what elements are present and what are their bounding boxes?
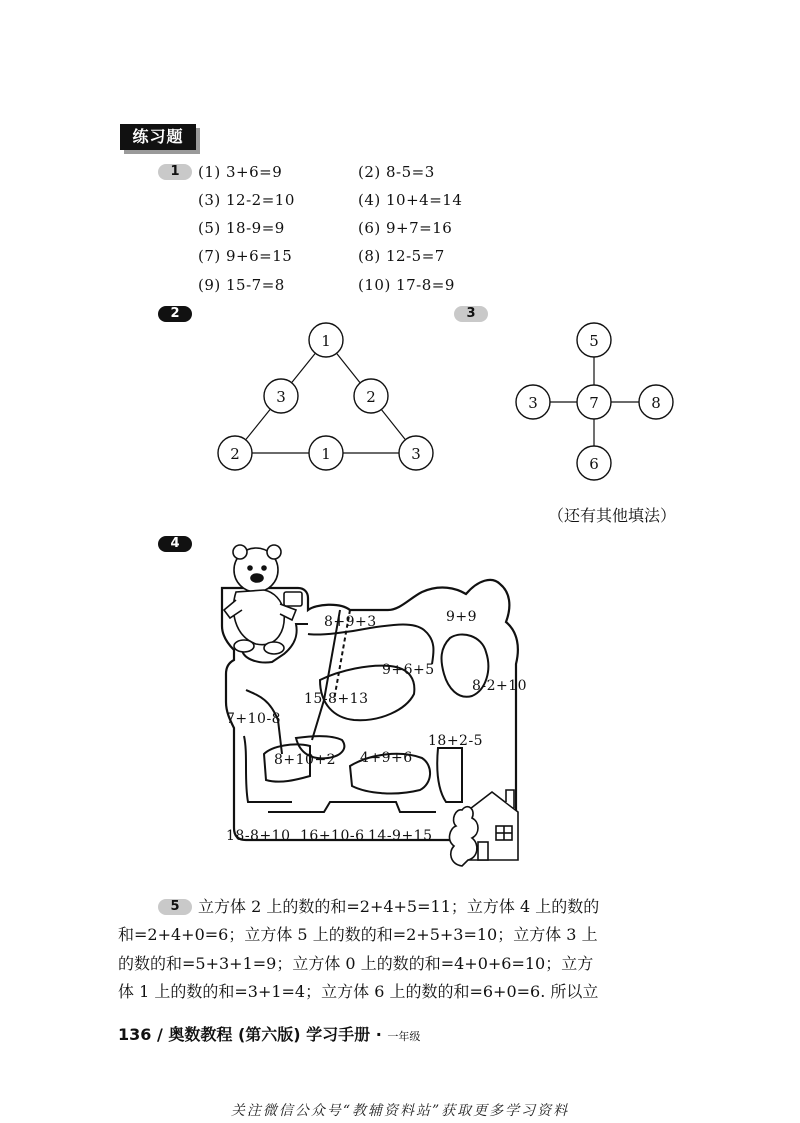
bear-icon bbox=[224, 545, 302, 654]
maze-label: 8+10+2 bbox=[274, 752, 337, 768]
equation: (4) 10+4=14 bbox=[358, 191, 463, 209]
paragraph-line: 和=2+4+0=6；立方体 5 上的数的和=2+5+3=10；立方体 3 上 bbox=[118, 925, 598, 944]
grade-label: 一年级 bbox=[387, 1030, 421, 1043]
triangle-node-label: 3 bbox=[411, 445, 421, 463]
cross-node-label: 3 bbox=[528, 394, 538, 412]
maze-label: 8-2+10 bbox=[472, 678, 528, 694]
page-number: 136 bbox=[118, 1025, 152, 1044]
maze-label: 18-8+10 bbox=[226, 828, 291, 844]
equation: (5) 18-9=9 bbox=[198, 219, 285, 237]
maze-diagram bbox=[200, 540, 540, 875]
paragraph-line: 立方体 2 上的数的和=2+4+5=11；立方体 4 上的数的 bbox=[198, 897, 600, 916]
paragraph-line: 体 1 上的数的和=3+1=4；立方体 6 上的数的和=6+0=6. 所以立 bbox=[118, 982, 599, 1001]
maze-label: 9+6+5 bbox=[382, 662, 435, 678]
section-title: 练习题 bbox=[120, 124, 196, 150]
cross-node-label: 5 bbox=[589, 332, 599, 350]
problem-3-badge: 3 bbox=[454, 306, 488, 322]
equation: (7) 9+6=15 bbox=[198, 247, 293, 265]
equation: (3) 12-2=10 bbox=[198, 191, 295, 209]
cross-node-label: 7 bbox=[589, 394, 599, 412]
triangle-node-label: 3 bbox=[276, 388, 286, 406]
equation: (6) 9+7=16 bbox=[358, 219, 453, 237]
triangle-diagram bbox=[0, 0, 800, 520]
equation: (1) 3+6=9 bbox=[198, 163, 283, 181]
equation: (2) 8-5=3 bbox=[358, 163, 435, 181]
equation: (9) 15-7=8 bbox=[198, 276, 285, 294]
paragraph-line: 的数的和=5+3+1=9；立方体 0 上的数的和=4+0+6=10；立方 bbox=[118, 953, 594, 973]
watermark: 关注微信公众号“教辅资料站”获取更多学习资料 bbox=[230, 1103, 570, 1119]
problem-2-badge: 2 bbox=[158, 306, 192, 322]
equation: (10) 17-8=9 bbox=[358, 276, 455, 294]
problem-4-badge: 4 bbox=[158, 536, 192, 552]
page-footer bbox=[118, 1022, 420, 1045]
cross-node-label: 8 bbox=[651, 394, 661, 412]
alternative-note: （还有其他填法） bbox=[548, 506, 677, 525]
maze-label: 14-9+15 bbox=[368, 828, 433, 844]
maze-label: 9+9 bbox=[446, 609, 478, 625]
maze-label: 15-8+13 bbox=[304, 691, 369, 707]
triangle-node-label: 2 bbox=[366, 388, 376, 406]
book-title: / 奥数教程 (第六版) 学习手册 · bbox=[156, 1025, 382, 1044]
problem-1-badge: 1 bbox=[158, 164, 192, 180]
triangle-node-label: 1 bbox=[321, 332, 331, 350]
maze-label: 4+9+6 bbox=[360, 750, 413, 766]
triangle-node-label: 2 bbox=[230, 445, 240, 463]
problem-5-text bbox=[198, 893, 688, 922]
maze-label: 8+9+3 bbox=[324, 614, 377, 630]
equation: (8) 12-5=7 bbox=[358, 247, 445, 265]
maze-label: 7+10-8 bbox=[226, 711, 282, 727]
triangle-node-label: 1 bbox=[321, 445, 331, 463]
maze-label: 18+2-5 bbox=[428, 733, 484, 749]
maze-label: 16+10-6 bbox=[300, 828, 365, 844]
problem-5-text-continued bbox=[118, 921, 688, 1007]
problem-5-badge: 5 bbox=[158, 899, 192, 915]
cross-node-label: 6 bbox=[589, 455, 599, 473]
